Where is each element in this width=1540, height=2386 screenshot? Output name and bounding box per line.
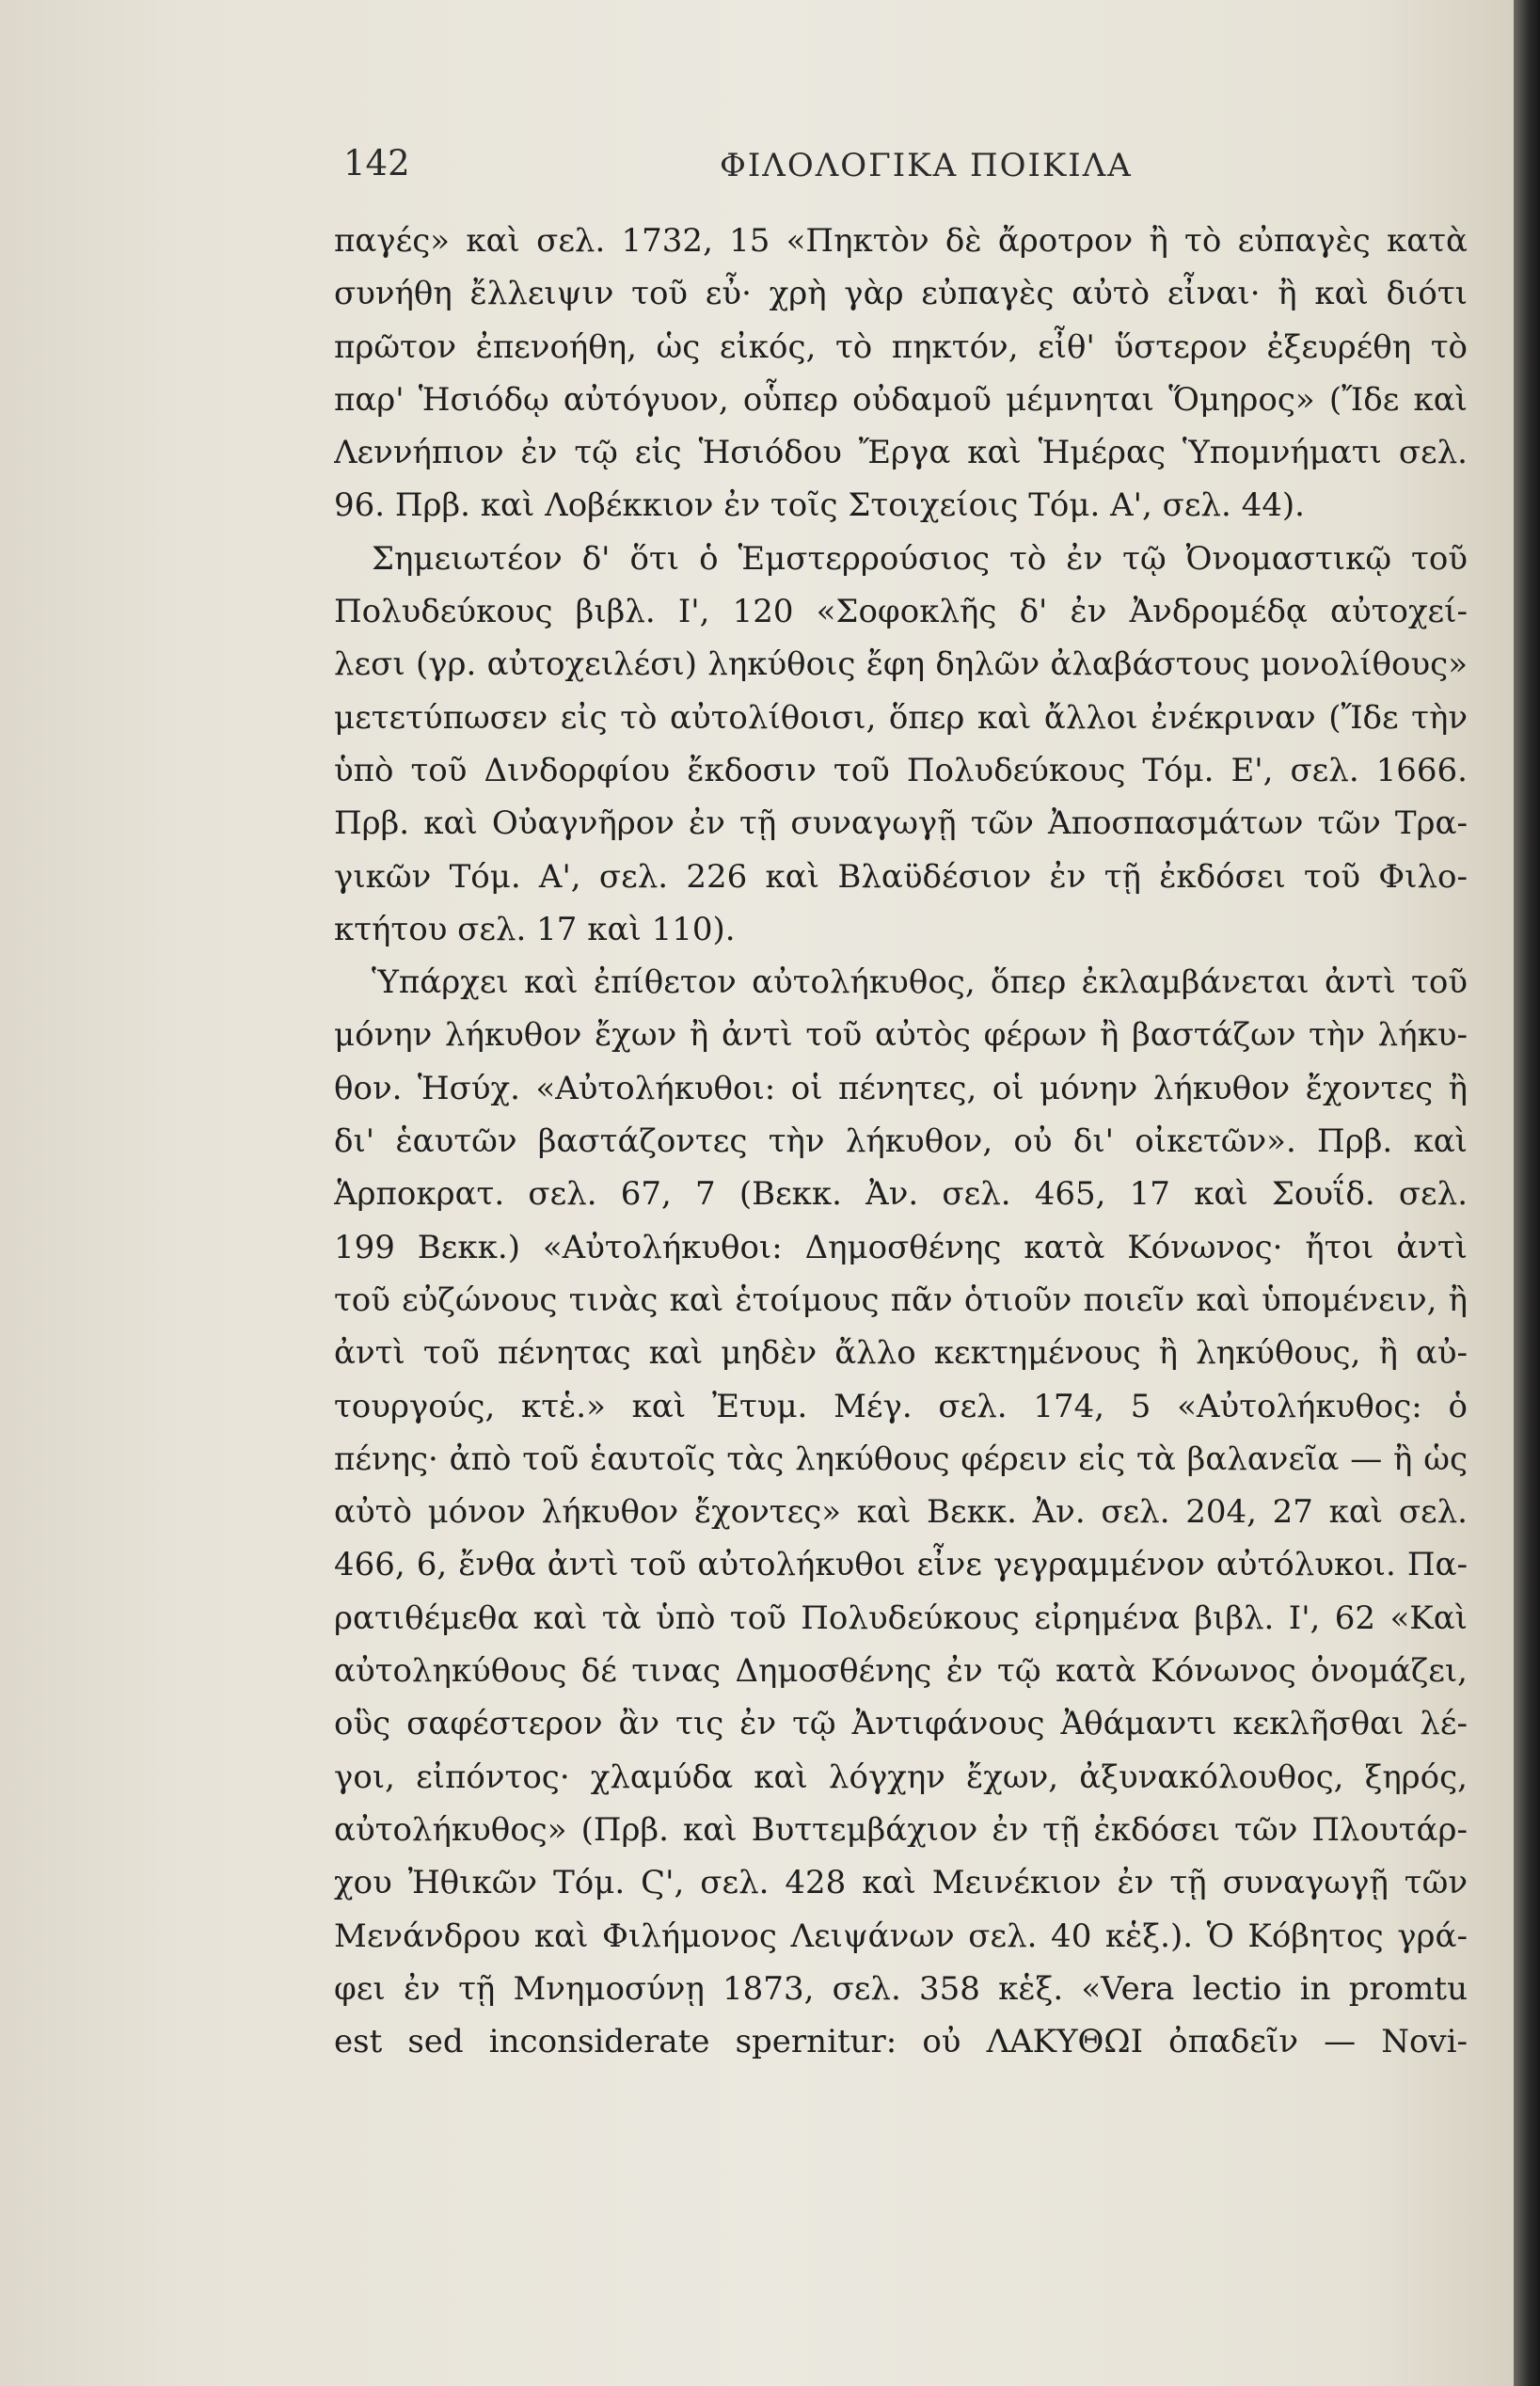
text-line: οὓς σαφέστερον ἂν τις ἐν τῷ Ἀντιφάνους Ἀθάμαντι κεκλῆσθαι λέ- (334, 1705, 1468, 1743)
text-line: χου Ἠθικῶν Τόμ. Ϛ', σελ. 428 καὶ Μεινέκιον ἐν τῇ συναγωγῇ τῶν (334, 1864, 1468, 1902)
text-line: est sed inconsiderate spernitur: οὐ ΛΑΚΥΘΩΙ ὀπαδεῖν — Novi- (334, 2023, 1468, 2061)
text-line: 199 Βεκκ.) «Αὐτολήκυθοι: Δημοσθένης κατὰ Κόνωνος· ἤτοι ἀντὶ (334, 1228, 1468, 1266)
text-line: Ὑπάρχει καὶ ἐπίθετον αὐτολήκυθος, ὅπερ ἐκλαμβάνεται ἀντὶ τοῦ (372, 963, 1468, 1002)
page-edge-shadow (1514, 0, 1540, 2386)
text-line: Πρβ. καὶ Οὐαγνῆρον ἐν τῇ συναγωγῇ τῶν Ἀποσπασμάτων τῶν Τρα- (334, 804, 1468, 843)
text-line: πένης· ἀπὸ τοῦ ἑαυτοῖς τὰς ληκύθους φέρειν εἰς τὰ βαλανεῖα — ἢ ὡς (334, 1440, 1468, 1478)
text-line: αὐτὸ μόνον λήκυθον ἔχοντες» καὶ Βεκκ. Ἀν. σελ. 204, 27 καὶ σελ. (334, 1493, 1468, 1532)
text-line: αὐτοληκύθους δέ τινας Δημοσθένης ἐν τῷ κατὰ Κόνωνος ὀνομάζει, (334, 1652, 1468, 1691)
page-number: 142 (343, 143, 410, 183)
text-line: δι' ἑαυτῶν βαστάζοντες τὴν λήκυθον, οὐ δι' οἰκετῶν». Πρβ. καὶ (334, 1122, 1468, 1161)
text-line: μετετύπωσεν εἰς τὸ αὐτολίθοισι, ὅπερ καὶ ἄλλοι ἐνέκριναν (Ἴδε τὴν (334, 698, 1468, 737)
text-line: 96. Πρβ. καὶ Λοβέκκιον ἐν τοῖς Στοιχείοις Τόμ. Α', σελ. 44). (334, 486, 1305, 525)
page-header (343, 143, 1500, 199)
text-line: ἀντὶ τοῦ πένητας καὶ μηδὲν ἄλλο κεκτημένους ἢ ληκύθους, ἢ αὐ- (334, 1334, 1468, 1373)
body-text (334, 215, 1468, 2068)
text-line: τοῦ εὐζώνους τινὰς καὶ ἑτοίμους πᾶν ὁτιοῦν ποιεῖν καὶ ὑπομένειν, ἢ (334, 1280, 1468, 1319)
text-line: θον. Ἡσύχ. «Αὐτολήκυθοι: οἱ πένητες, οἱ μόνην λήκυθον ἔχοντες ἢ (334, 1069, 1468, 1107)
text-line: μόνην λήκυθον ἔχων ἢ ἀντὶ τοῦ αὐτὸς φέρων ἢ βαστάζων τὴν λήκυ- (334, 1016, 1468, 1055)
running-title: ΦΙΛΟΛΟΓΙΚΑ ΠΟΙΚΙΛΑ (720, 147, 1133, 184)
text-line: 466, 6, ἔνθα ἀντὶ τοῦ αὐτολήκυθοι εἶνε γεγραμμένον αὐτόλυκοι. Πα- (334, 1546, 1468, 1584)
text-line: τουργούς, κτἑ.» καὶ Ἐτυμ. Μέγ. σελ. 174, 5 «Αὐτολήκυθος: ὁ (334, 1387, 1468, 1425)
text-line: αὐτολήκυθος» (Πρβ. καὶ Βυττεμβάχιον ἐν τῇ ἐκδόσει τῶν Πλουτάρ- (334, 1810, 1468, 1849)
text-line: πρῶτον ἐπενοήθη, ὡς εἰκός, τὸ πηκτόν, εἶθ' ὕστερον ἐξευρέθη τὸ (334, 327, 1468, 366)
text-line: Ἁρποκρατ. σελ. 67, 7 (Βεκκ. Ἀν. σελ. 465, 17 καὶ Σουΐδ. σελ. (334, 1175, 1468, 1214)
text-line: φει ἐν τῇ Μνημοσύνῃ 1873, σελ. 358 κἑξ. «Vera lectio in promtu (334, 1969, 1468, 2008)
text-line: παρ' Ἡσιόδῳ αὐτόγυον, οὗπερ οὐδαμοῦ μέμνηται Ὅμηρος» (Ἴδε καὶ (334, 380, 1468, 419)
text-line: γοι, εἰπόντος· χλαμύδα καὶ λόγχην ἔχων, ἀξυνακόλουθος, ξηρός, (334, 1758, 1468, 1796)
text-line: γικῶν Τόμ. Α', σελ. 226 καὶ Βλαϋδέσιον ἐν τῇ ἐκδόσει τοῦ Φιλο- (334, 857, 1468, 896)
text-line: Λεννήπιον ἐν τῷ εἰς Ἡσιόδου Ἔργα καὶ Ἡμέρας Ὑπομνήματι σελ. (334, 434, 1468, 472)
text-line: λεσι (γρ. αὐτοχειλέσι) ληκύθοις ἔφη δηλῶν ἀλαβάστους μονολίθους» (334, 645, 1468, 684)
text-line: ὑπὸ τοῦ Δινδορφίου ἔκδοσιν τοῦ Πολυδεύκους Τόμ. Ε', σελ. 1666. (334, 751, 1468, 789)
text-line: κτήτου σελ. 17 καὶ 110). (334, 910, 736, 948)
text-line: Μενάνδρου καὶ Φιλήμονος Λειψάνων σελ. 40 κἑξ.). Ὁ Κόβητος γρά- (334, 1917, 1468, 1955)
text-line: ρατιθέμεθα καὶ τὰ ὑπὸ τοῦ Πολυδεύκους εἰρημένα βιβλ. Ι', 62 «Καὶ (334, 1599, 1468, 1637)
text-line: Πολυδεύκους βιβλ. Ι', 120 «Σοφοκλῆς δ' ἐν Ἀνδρομέδᾳ αὐτοχεί- (334, 593, 1468, 631)
text-line: παγές» καὶ σελ. 1732, 15 «Πηκτὸν δὲ ἄροτρον ἢ τὸ εὐπαγὲς κατὰ (334, 222, 1468, 260)
text-line: συνήθη ἔλλειψιν τοῦ εὖ· χρὴ γὰρ εὐπαγὲς αὐτὸ εἶναι· ἢ καὶ διότι (334, 275, 1468, 313)
text-line: Σημειωτέον δ' ὅτι ὁ Ἑμστερρούσιος τὸ ἐν τῷ Ὀνομαστικῷ τοῦ (372, 539, 1468, 578)
